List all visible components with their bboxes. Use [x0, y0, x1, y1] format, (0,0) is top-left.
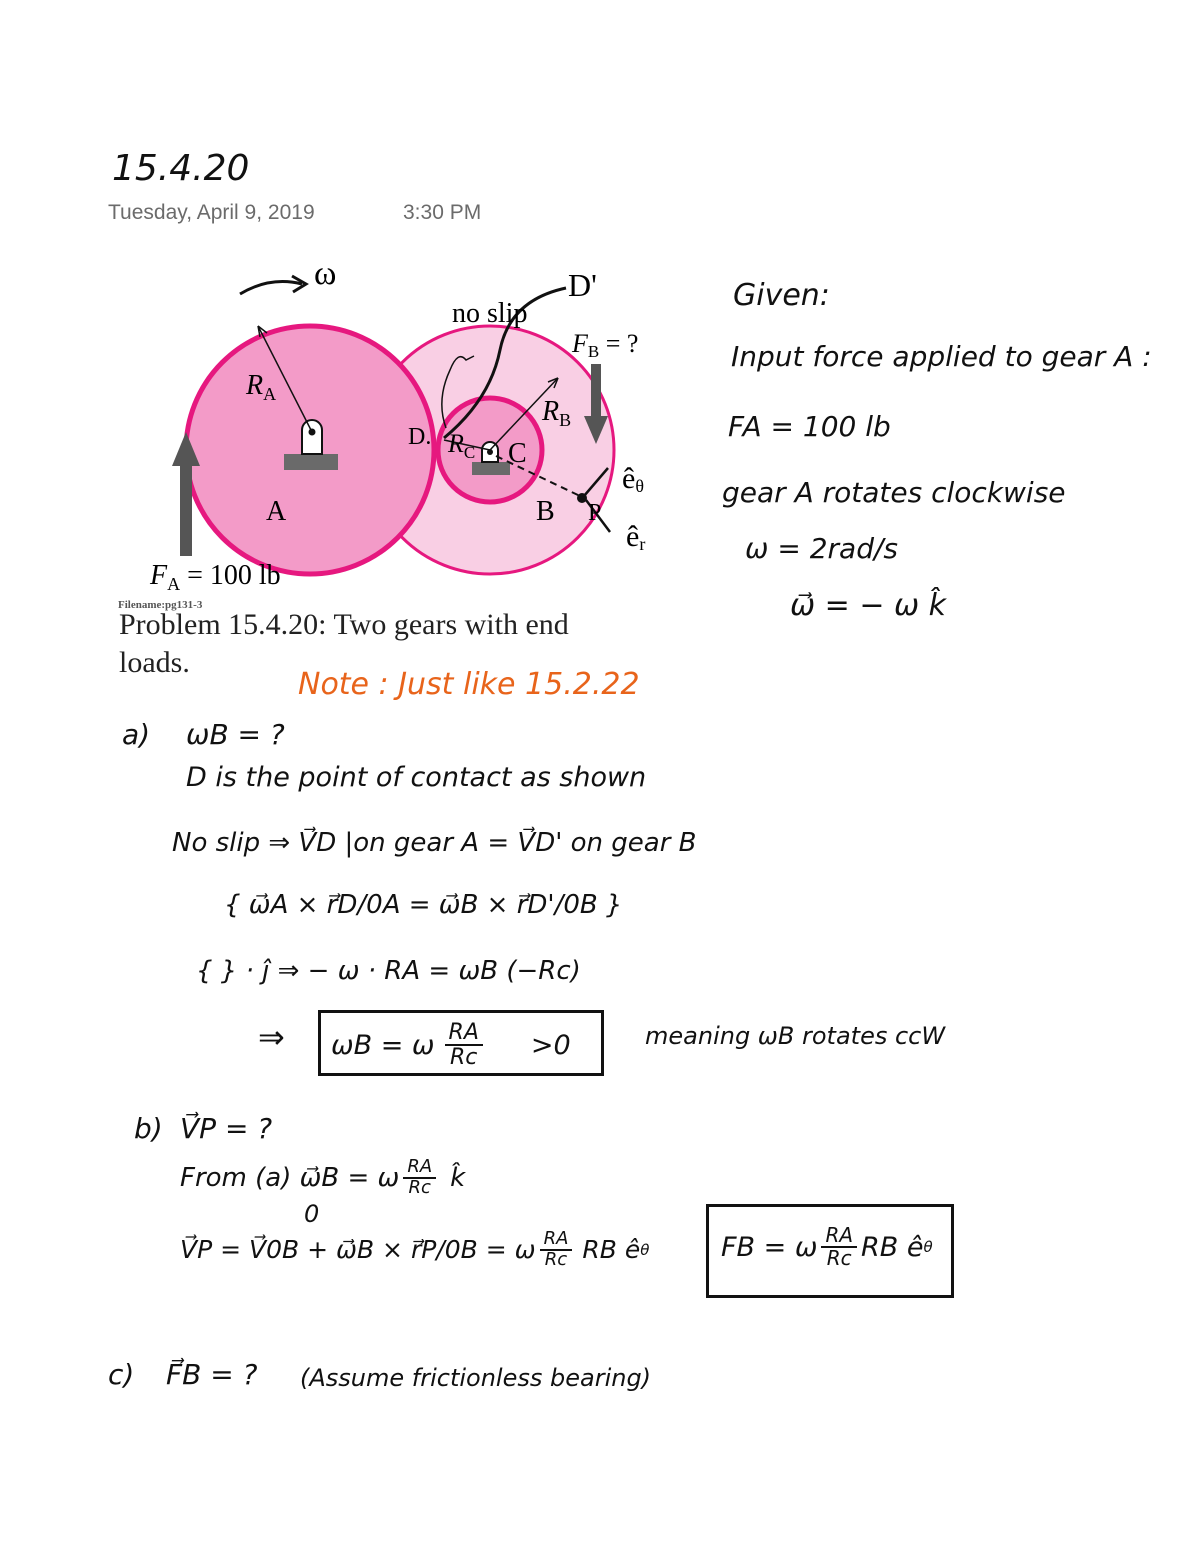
part-c-question: F⃗B = ?: [166, 1358, 258, 1391]
given-line4: ω = 2rad/s: [745, 532, 898, 565]
part-c-label: c): [108, 1358, 135, 1391]
page-title: 15.4.20: [112, 148, 250, 189]
label-p: P: [588, 500, 602, 526]
part-a-line3: { ω⃗A × r⃗D/0A = ω⃗B × r⃗D'/0B }: [224, 890, 623, 920]
part-a-line4: { } · ĵ ⇒ − ω · RA = ωB (−Rc): [196, 956, 581, 986]
given-line2: FA = 100 lb: [728, 410, 891, 443]
label-b: B: [536, 496, 555, 527]
part-b-result-box: [706, 1204, 954, 1298]
part-b-zero: 0: [304, 1200, 320, 1228]
part-b-line1-rhs: k̂: [450, 1162, 466, 1193]
label-rc: $R_C$: [448, 429, 476, 462]
part-b-line1-den: Rc: [408, 1176, 431, 1198]
page-time: 3:30 PM: [403, 201, 482, 224]
part-b-line2: [180, 1230, 649, 1270]
part-b-box-rhs: RB ê: [861, 1231, 924, 1263]
part-a-line2: No slip ⇒ V⃗D |on gear A = V⃗D' on gear B: [172, 828, 697, 858]
part-b-line1-lhs: From (a) ω⃗B = ω: [180, 1162, 400, 1193]
label-a: A: [266, 496, 287, 527]
part-b-box-num: RA: [821, 1225, 857, 1248]
part-a-comment: meaning ωB rotates ccW: [645, 1022, 946, 1050]
label-d-prime: D': [568, 267, 597, 303]
part-a-result-box: [318, 1010, 604, 1076]
part-a-box-den: Rc: [450, 1045, 478, 1071]
label-d: D.: [408, 424, 432, 450]
given-line1: Input force applied to gear A :: [731, 340, 1152, 373]
part-b-box-lhs: FB = ω: [721, 1231, 818, 1263]
omega-label: ω: [314, 255, 337, 292]
label-ra: $R_A$: [246, 370, 277, 404]
label-rb: $R_B$: [542, 396, 572, 430]
part-b-box-den: Rc: [826, 1246, 852, 1270]
label-fa: $F_A = 100$ lb: [150, 560, 281, 594]
part-b-line2-rhs: RB ê: [582, 1235, 641, 1265]
given-heading: Given:: [733, 278, 830, 313]
part-b-label: b): [134, 1112, 163, 1145]
part-b-line2-lhs: V⃗P = V⃗0B + ω⃗B × r⃗P/0B = ω: [180, 1235, 536, 1265]
part-a-label: a): [122, 718, 151, 751]
gear-diagram: [110, 250, 710, 620]
omega-arrow: [240, 282, 302, 294]
note-text: Note : Just like 15.2.22: [298, 667, 640, 702]
part-a-question: ωB = ?: [186, 718, 285, 751]
figure-caption-line2: loads.: [119, 646, 190, 679]
part-b-line1: [180, 1158, 465, 1198]
part-a-arrow: ⇒: [258, 1018, 285, 1056]
figure-caption-line1: Problem 15.4.20: Two gears with end: [119, 608, 569, 641]
label-fb: FB = ?: [572, 329, 639, 361]
part-a-line1: D is the point of contact as shown: [186, 762, 647, 793]
part-b-line2-den: Rc: [544, 1248, 568, 1270]
part-b-line1-num: RA: [403, 1158, 436, 1179]
part-a-box-num: RA: [445, 1021, 483, 1046]
label-no-slip: no slip: [452, 298, 528, 329]
part-a-box-lhs: ωB = ω: [331, 1029, 435, 1061]
part-b-question: V⃗P = ?: [180, 1112, 273, 1145]
part-b-line2-rhs-sub: θ: [640, 1240, 650, 1259]
part-b-line2-num: RA: [540, 1230, 573, 1251]
part-c-comment: (Assume frictionless bearing): [300, 1364, 652, 1392]
label-e-theta: êθ: [622, 462, 644, 496]
part-b-box-rhs-sub: θ: [923, 1238, 933, 1256]
part-a-box-rhs: >0: [530, 1029, 571, 1061]
label-c: C: [508, 438, 527, 469]
page-date: Tuesday, April 9, 2019: [108, 201, 315, 224]
given-line5: ω⃗ = − ω k̂: [790, 588, 947, 623]
label-e-r: êr: [626, 520, 646, 554]
given-line3: gear A rotates clockwise: [722, 476, 1066, 509]
figure-filename: Filename:pg131-3: [118, 599, 203, 611]
